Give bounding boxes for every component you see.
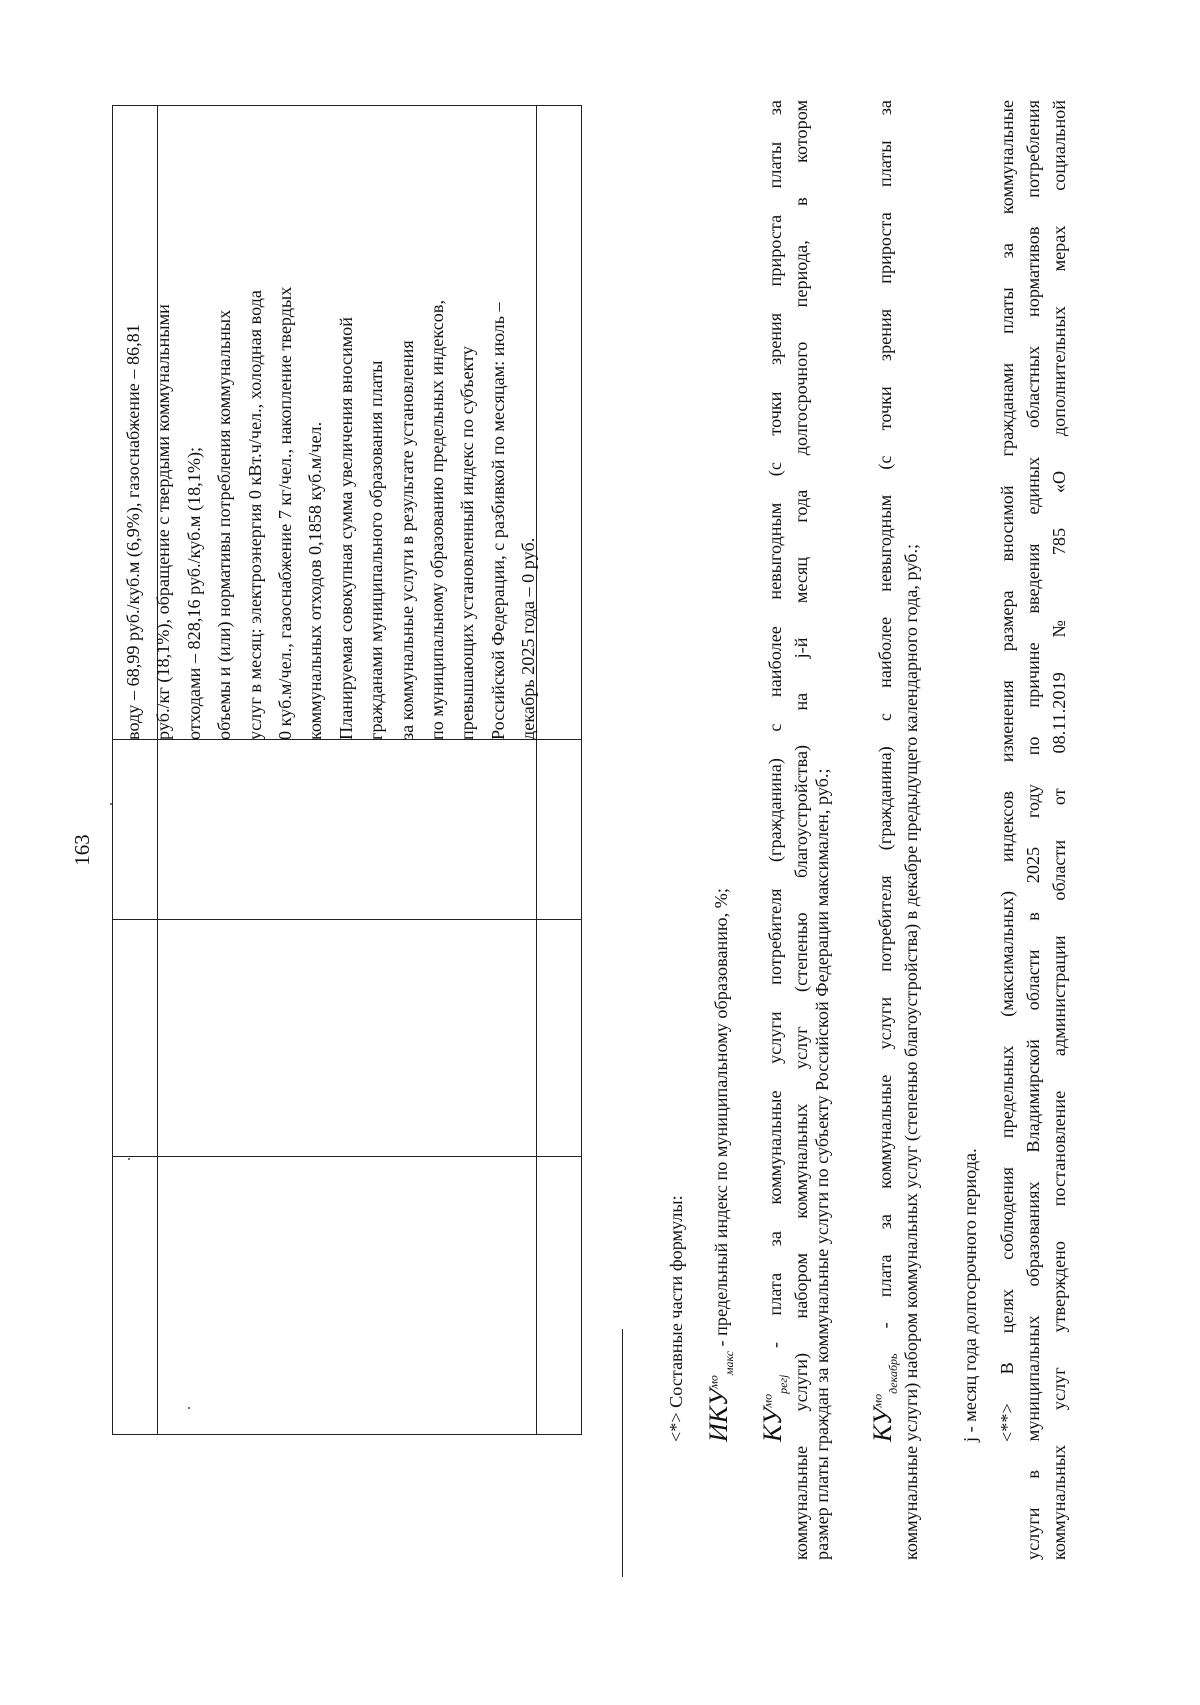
formula-ku-dec-paragraph: $КУ^{мо}_{декабрь}$ - плата за коммунальные услуги потребителя (гражданина) с наиболее невыгодным (с точки зрения прироста платы за коммунальные услуги) набором коммунальных услуг (степенью благоустройства) в декабре предыдущего календарного года, руб.;: [868, 99, 922, 1560]
cell-line: коммунальных отходов 0,1858 куб.м/чел.: [305, 421, 326, 740]
page-number: 163: [70, 834, 94, 866]
formula-iku-description: - предельный индекс по муниципальному образованию, %;: [711, 888, 731, 1347]
cell-line: Российской Федерации, с разбивкой по месяцам: июль –: [487, 302, 508, 740]
table-row-divider: [112, 1156, 582, 1157]
cell-line: 0 куб.м/чел., газоснабжение 7 кг/чел., накопление твердых: [275, 286, 296, 740]
cell-line: декабрь 2025 года – 0 руб.: [518, 537, 539, 740]
cell-line: превышающих установленный индекс по субъекту: [457, 346, 478, 740]
cell-line: воду – 68,99 руб./куб.м (6,9%), газоснабжение – 86,81: [123, 324, 143, 740]
cell-line: отходами – 828,16 руб./куб.м (18,1%);: [183, 446, 204, 740]
table-border-top: [112, 105, 113, 1435]
formula-ku-reg: $КУ^{мо}_{регj}$: [758, 1374, 791, 1442]
table-cell-text: [118, 110, 544, 740]
cell-line: за коммунальные услуги в результате установления: [396, 340, 417, 740]
j-definition: j - месяц года долгосрочного периода.: [960, 1148, 980, 1442]
formula-iku: $ИКУ^{мо}_{макс}$: [704, 1350, 737, 1442]
table-row-divider: [112, 1434, 582, 1435]
cell-line: объемы и (или) нормативы потребления коммунальных: [214, 309, 235, 740]
cell-line: услуг в месяц: электроэнергия 0 кВт.ч/чел., холодная вода: [244, 290, 265, 740]
cell-line: руб./кг (18,1%), обращение с твердыми коммунальными: [153, 304, 174, 740]
table-row-divider: [112, 919, 582, 920]
table-border-right: [112, 105, 582, 106]
cell-line: Планируемая совокупная сумма увеличения вносимой: [335, 316, 356, 740]
formula-ku-dec: $КУ^{мо}_{декабрь}$: [868, 1353, 901, 1442]
table-border-bottom: [581, 105, 582, 1435]
notes-heading: <*> Составные части формулы:: [666, 1195, 686, 1442]
footnote-2: <**> В целях соблюдения предельных (максимальных) индексов изменения размера вносимой гражданами платы за коммунальные услуги в муниципальных образованиях Владимирской области в 2025 году по причине введения единых областных нормативов потребления коммунальных услуг утверждено постановление администрации области от 08.11.2019 № 785 «О дополнительных мерах социальной: [997, 100, 1069, 1560]
formula-ku-reg-paragraph: $КУ^{мо}_{регj}$ - плата за коммунальные услуги потребителя (гражданина) с наиболее невыгодным (с точки зрения прироста платы за коммунальные услуги) набором коммунальных услуг (степенью благоустройства) на j-й месяц года долгосрочного периода, в котором размер платы граждан за коммунальные услуги по субъекту Российской Федерации максимален, руб.;: [758, 100, 833, 1560]
footnote-separator: [622, 1329, 623, 1577]
cell-line: по муниципальному образованию предельных индексов,: [427, 299, 448, 740]
formula-iku-line: [704, 888, 737, 1442]
cell-line: гражданами муниципального образования платы: [366, 360, 387, 740]
